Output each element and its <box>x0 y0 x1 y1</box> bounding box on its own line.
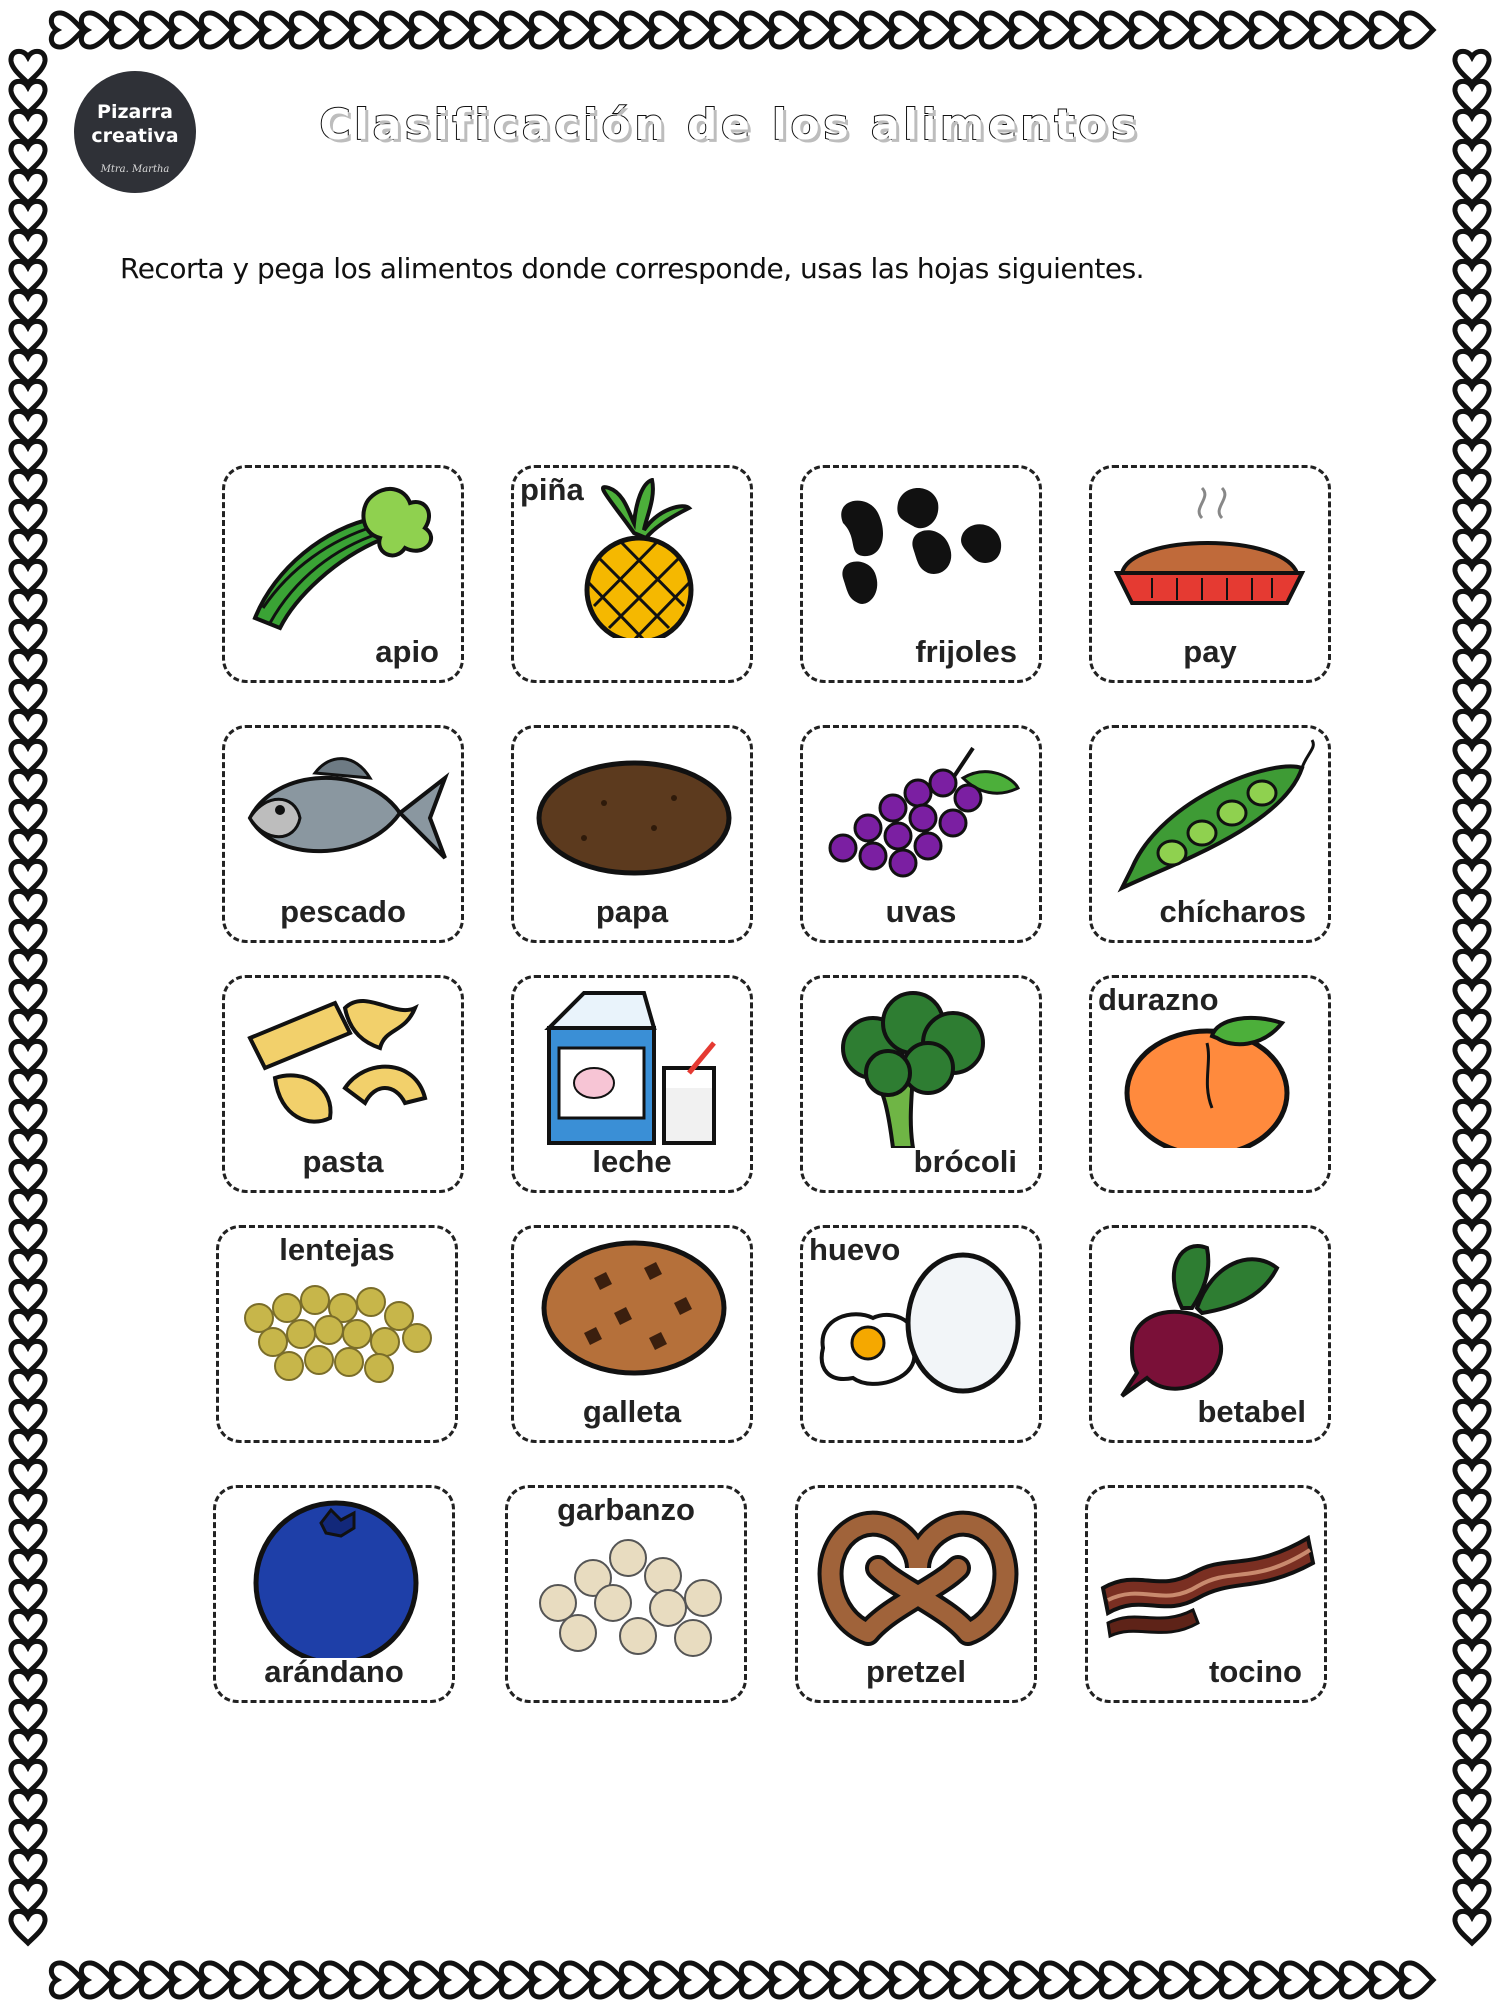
instruction-text: Recorta y pega los alimentos donde corresponde, usas las hojas siguientes. <box>120 252 1145 285</box>
heart-border-icon <box>11 1161 45 1193</box>
heart-border-icon <box>771 1963 803 1997</box>
heart-border-icon <box>1455 231 1489 263</box>
heart-border-icon <box>1401 13 1433 47</box>
heart-border-icon <box>1455 1791 1489 1823</box>
food-label: chícharos <box>1159 894 1306 929</box>
heart-border-icon <box>1455 711 1489 743</box>
heart-border-icon <box>1161 13 1193 47</box>
heart-border-icon <box>711 1963 743 1997</box>
heart-border-icon <box>921 13 953 47</box>
heart-border-icon <box>11 1911 45 1943</box>
heart-border-icon <box>1455 621 1489 653</box>
heart-border-icon <box>11 351 45 383</box>
heart-border-icon <box>11 321 45 353</box>
heart-border-icon <box>1455 411 1489 443</box>
heart-border-icon <box>1455 1191 1489 1223</box>
food-card-brocoli[interactable] <box>800 975 1042 1193</box>
heart-border-icon <box>11 1461 45 1493</box>
heart-border-icon <box>81 13 113 47</box>
heart-border-icon <box>1455 561 1489 593</box>
food-card-frijoles[interactable] <box>800 465 1042 683</box>
peas-icon <box>1102 738 1320 898</box>
heart-border-icon <box>891 13 923 47</box>
pasta-icon <box>235 988 453 1148</box>
pie-icon <box>1102 478 1320 638</box>
heart-border-icon <box>11 1341 45 1373</box>
heart-border-icon <box>1455 1071 1489 1103</box>
pretzel-icon <box>808 1498 1026 1658</box>
heart-border-icon <box>11 51 45 83</box>
heart-border-icon <box>1455 1521 1489 1553</box>
heart-border-icon <box>651 1963 683 1997</box>
heart-border-icon <box>411 13 443 47</box>
heart-border-icon <box>1455 1401 1489 1433</box>
heart-border-icon <box>11 1671 45 1703</box>
heart-border-icon <box>11 171 45 203</box>
food-card-arandano[interactable] <box>213 1485 455 1703</box>
heart-border-icon <box>11 441 45 473</box>
heart-border-icon <box>111 13 143 47</box>
heart-border-icon <box>1011 13 1043 47</box>
food-label: pasta <box>302 1144 384 1179</box>
food-card-chicharos[interactable] <box>1089 725 1331 943</box>
heart-border-icon <box>171 1963 203 1997</box>
heart-border-icon <box>11 291 45 323</box>
heart-border-icon <box>1011 1963 1043 1997</box>
heart-border-icon <box>1455 1671 1489 1703</box>
heart-border-icon <box>51 1963 83 1997</box>
heart-border-icon <box>1455 1581 1489 1613</box>
food-label: lentejas <box>279 1232 395 1267</box>
heart-border-icon <box>1041 13 1073 47</box>
heart-border-icon <box>1455 1341 1489 1373</box>
heart-border-icon <box>1455 891 1489 923</box>
heart-border-icon <box>681 1963 713 1997</box>
heart-border-icon <box>11 891 45 923</box>
food-card-pretzel[interactable] <box>795 1485 1037 1703</box>
heart-border-icon <box>381 1963 413 1997</box>
heart-border-icon <box>951 1963 983 1997</box>
heart-border-icon <box>1311 13 1343 47</box>
heart-border-icon <box>591 1963 623 1997</box>
food-label: papa <box>595 894 669 929</box>
heart-border-icon <box>861 1963 893 1997</box>
heart-border-icon <box>11 411 45 443</box>
heart-border-icon <box>11 381 45 413</box>
heart-border-icon <box>1131 1963 1163 1997</box>
heart-border-icon <box>1455 921 1489 953</box>
food-card-galleta[interactable] <box>511 1225 753 1443</box>
heart-border-icon <box>141 1963 173 1997</box>
food-label: pretzel <box>866 1654 966 1689</box>
heart-border-icon <box>1455 141 1489 173</box>
heart-border-icon <box>1455 1761 1489 1793</box>
cookie-icon <box>524 1238 742 1398</box>
heart-border-icon <box>711 13 743 47</box>
heart-border-icon <box>11 831 45 863</box>
heart-border-icon <box>471 13 503 47</box>
food-label: arándano <box>264 1654 404 1689</box>
heart-border-icon <box>11 531 45 563</box>
food-label: huevo <box>809 1232 901 1267</box>
heart-border-icon <box>1455 1281 1489 1313</box>
food-card-durazno[interactable] <box>1089 975 1331 1193</box>
heart-border-icon <box>831 13 863 47</box>
broccoli-icon <box>813 988 1031 1148</box>
food-card-papa[interactable] <box>511 725 753 943</box>
fish-icon <box>235 738 453 898</box>
heart-border-icon <box>291 13 323 47</box>
heart-border-icon <box>11 471 45 503</box>
heart-border-icon <box>621 13 653 47</box>
heart-border-icon <box>651 13 683 47</box>
heart-border-icon <box>201 1963 233 1997</box>
food-card-pasta[interactable] <box>222 975 464 1193</box>
heart-border-icon <box>1071 13 1103 47</box>
heart-border-icon <box>11 1281 45 1313</box>
heart-border-icon <box>1455 771 1489 803</box>
bacon-icon <box>1098 1498 1316 1658</box>
heart-border-icon <box>1455 321 1489 353</box>
heart-border-icon <box>11 1881 45 1913</box>
heart-border-icon <box>1455 111 1489 143</box>
heart-border-icon <box>591 13 623 47</box>
heart-border-icon <box>1455 1161 1489 1193</box>
heart-border-icon <box>531 1963 563 1997</box>
heart-border-icon <box>1041 1963 1073 1997</box>
heart-border-icon <box>11 1551 45 1583</box>
heart-border-icon <box>1455 591 1489 623</box>
heart-border-icon <box>1455 501 1489 533</box>
heart-border-icon <box>561 1963 593 1997</box>
celery-icon <box>235 478 453 638</box>
heart-border-icon <box>1455 1461 1489 1493</box>
food-label: pay <box>1183 634 1237 669</box>
page-title: Clasificación de los alimentos <box>319 100 1141 149</box>
heart-border-icon <box>11 741 45 773</box>
heart-border-icon <box>831 1963 863 1997</box>
heart-border-icon <box>11 1071 45 1103</box>
heart-border-icon <box>11 1431 45 1463</box>
heart-border-icon <box>11 1101 45 1133</box>
heart-border-icon <box>441 1963 473 1997</box>
heart-border-icon <box>471 1963 503 1997</box>
heart-border-icon <box>561 13 593 47</box>
heart-border-icon <box>1455 171 1489 203</box>
milk-icon <box>524 988 742 1148</box>
heart-border-icon <box>1455 681 1489 713</box>
heart-border-icon <box>11 981 45 1013</box>
heart-border-icon <box>1455 291 1489 323</box>
pizarra-creativa-logo <box>74 71 196 193</box>
heart-border-icon <box>981 13 1013 47</box>
heart-border-icon <box>1221 13 1253 47</box>
food-card-tocino[interactable] <box>1085 1485 1327 1703</box>
heart-border-icon <box>1455 261 1489 293</box>
heart-border-icon <box>231 13 263 47</box>
heart-border-icon <box>1455 981 1489 1013</box>
food-card-huevo[interactable] <box>800 1225 1042 1443</box>
heart-border-icon <box>1341 1963 1373 1997</box>
heart-border-icon <box>891 1963 923 1997</box>
heart-border-icon <box>1455 1011 1489 1043</box>
heart-border-icon <box>531 13 563 47</box>
heart-border-icon <box>11 1791 45 1823</box>
heart-border-icon <box>1455 1551 1489 1583</box>
heart-border-icon <box>1455 1821 1489 1853</box>
food-label: frijoles <box>915 634 1017 669</box>
heart-border-icon <box>1281 13 1313 47</box>
heart-border-icon <box>321 13 353 47</box>
heart-border-icon <box>1281 1963 1313 1997</box>
heart-border-icon <box>1341 13 1373 47</box>
heart-border-icon <box>1131 13 1163 47</box>
heart-border-icon <box>11 951 45 983</box>
heart-border-icon <box>11 921 45 953</box>
heart-border-icon <box>231 1963 263 1997</box>
heart-border-icon <box>11 651 45 683</box>
heart-border-icon <box>981 1963 1013 1997</box>
heart-border-icon <box>1455 1881 1489 1913</box>
heart-border-icon <box>1101 1963 1133 1997</box>
heart-border-icon <box>11 771 45 803</box>
logo-author: Mtra. Martha <box>100 164 170 175</box>
heart-border-icon <box>11 81 45 113</box>
heart-border-icon <box>1251 13 1283 47</box>
heart-border-icon <box>1191 13 1223 47</box>
beans-icon <box>813 478 1031 638</box>
heart-border-icon <box>1455 471 1489 503</box>
beet-icon <box>1102 1238 1320 1398</box>
heart-border-icon <box>1455 1851 1489 1883</box>
heart-border-icon <box>11 1491 45 1523</box>
heart-border-icon <box>1455 1701 1489 1733</box>
food-label: garbanzo <box>557 1492 695 1527</box>
blueberry-icon <box>226 1498 444 1658</box>
heart-border-icon <box>801 1963 833 1997</box>
heart-border-icon <box>11 231 45 263</box>
heart-border-icon <box>501 1963 533 1997</box>
heart-border-icon <box>11 141 45 173</box>
heart-border-icon <box>1071 1963 1103 1997</box>
food-card-uvas[interactable] <box>800 725 1042 943</box>
heart-border-icon <box>1455 1611 1489 1643</box>
heart-border-icon <box>351 1963 383 1997</box>
heart-border-icon <box>861 13 893 47</box>
potato-icon <box>524 738 742 898</box>
food-card-pescado[interactable] <box>222 725 464 943</box>
heart-border-icon <box>1455 1641 1489 1673</box>
heart-border-icon <box>351 13 383 47</box>
heart-border-icon <box>411 1963 443 1997</box>
heart-border-icon <box>11 1371 45 1403</box>
heart-border-icon <box>11 711 45 743</box>
food-label: brócoli <box>913 1144 1017 1179</box>
heart-border-icon <box>11 1191 45 1223</box>
heart-border-icon <box>11 1611 45 1643</box>
heart-border-icon <box>1455 741 1489 773</box>
heart-border-icon <box>441 13 473 47</box>
heart-border-icon <box>11 1701 45 1733</box>
heart-border-icon <box>11 1131 45 1163</box>
heart-border-icon <box>11 1581 45 1613</box>
heart-border-icon <box>1455 1371 1489 1403</box>
heart-border-icon <box>11 1761 45 1793</box>
heart-border-icon <box>51 13 83 47</box>
heart-border-icon <box>1455 1101 1489 1133</box>
heart-border-icon <box>801 13 833 47</box>
heart-border-icon <box>1455 1431 1489 1463</box>
food-card-lentejas[interactable] <box>216 1225 458 1443</box>
food-label: leche <box>592 1144 672 1179</box>
heart-border-icon <box>381 13 413 47</box>
heart-border-icon <box>1455 1491 1489 1523</box>
heart-border-icon <box>291 1963 323 1997</box>
heart-border-icon <box>1455 1251 1489 1283</box>
heart-border-icon <box>11 201 45 233</box>
heart-border-icon <box>1455 441 1489 473</box>
heart-border-icon <box>1455 1731 1489 1763</box>
heart-border-icon <box>111 1963 143 1997</box>
heart-border-icon <box>1161 1963 1193 1997</box>
heart-border-icon <box>321 1963 353 1997</box>
heart-border-icon <box>11 1011 45 1043</box>
food-card-garbanzo[interactable] <box>505 1485 747 1703</box>
food-card-apio[interactable] <box>222 465 464 683</box>
food-label: durazno <box>1098 982 1219 1017</box>
heart-border-icon <box>261 13 293 47</box>
heart-border-icon <box>11 561 45 593</box>
heart-border-icon <box>1455 801 1489 833</box>
heart-border-icon <box>1455 831 1489 863</box>
heart-border-icon <box>261 1963 293 1997</box>
heart-border-icon <box>1455 861 1489 893</box>
heart-border-icon <box>1455 1131 1489 1163</box>
heart-border-icon <box>951 13 983 47</box>
food-label: piña <box>520 472 584 507</box>
heart-border-icon <box>11 1521 45 1553</box>
heart-border-icon <box>11 1821 45 1853</box>
food-card-pay[interactable] <box>1089 465 1331 683</box>
heart-border-icon <box>11 1221 45 1253</box>
heart-border-icon <box>1455 351 1489 383</box>
heart-border-icon <box>11 861 45 893</box>
food-label: pescado <box>280 894 406 929</box>
logo-line2: creativa <box>91 125 179 147</box>
heart-border-icon <box>11 1311 45 1343</box>
heart-border-icon <box>1455 201 1489 233</box>
heart-border-icon <box>1401 1963 1433 1997</box>
heart-border-icon <box>1455 1041 1489 1073</box>
heart-border-icon <box>1455 651 1489 683</box>
heart-border-icon <box>1455 381 1489 413</box>
heart-border-icon <box>11 501 45 533</box>
heart-border-icon <box>81 1963 113 1997</box>
heart-border-icon <box>1455 951 1489 983</box>
heart-border-icon <box>1371 13 1403 47</box>
heart-border-icon <box>921 1963 953 1997</box>
food-label: uvas <box>885 894 957 929</box>
heart-border-icon <box>1455 81 1489 113</box>
heart-border-icon <box>11 681 45 713</box>
heart-border-icon <box>201 13 233 47</box>
heart-border-icon <box>11 1641 45 1673</box>
heart-border-icon <box>681 13 713 47</box>
heart-border-icon <box>1311 1963 1343 1997</box>
grapes-icon <box>813 738 1031 898</box>
food-label: betabel <box>1197 1394 1306 1429</box>
heart-border-icon <box>11 1731 45 1763</box>
heart-border-icon <box>741 1963 773 1997</box>
heart-border-icon <box>1455 1911 1489 1943</box>
food-card-pina[interactable] <box>511 465 753 683</box>
food-card-leche[interactable] <box>511 975 753 1193</box>
food-label: apio <box>375 634 439 669</box>
heart-border-icon <box>1191 1963 1223 1997</box>
food-label: galleta <box>582 1394 682 1429</box>
heart-border-icon <box>171 13 203 47</box>
heart-border-icon <box>11 1251 45 1283</box>
heart-border-icon <box>1455 1311 1489 1343</box>
heart-border-icon <box>11 1041 45 1073</box>
heart-border-icon <box>11 621 45 653</box>
heart-border-icon <box>1455 1221 1489 1253</box>
logo-line1: Pizarra <box>97 101 173 123</box>
heart-border-icon <box>1251 1963 1283 1997</box>
heart-border-icon <box>1455 531 1489 563</box>
food-label: tocino <box>1209 1654 1302 1689</box>
heart-border-icon <box>1221 1963 1253 1997</box>
heart-border-icon <box>11 1401 45 1433</box>
heart-border-icon <box>1455 51 1489 83</box>
heart-border-icon <box>11 591 45 623</box>
heart-border-icon <box>621 1963 653 1997</box>
heart-border-icon <box>1371 1963 1403 1997</box>
heart-border-icon <box>11 111 45 143</box>
food-card-betabel[interactable] <box>1089 1225 1331 1443</box>
heart-border-icon <box>141 13 173 47</box>
heart-border-icon <box>11 801 45 833</box>
heart-border-icon <box>1101 13 1133 47</box>
heart-border-icon <box>501 13 533 47</box>
heart-border-icon <box>11 261 45 293</box>
heart-border-icon <box>741 13 773 47</box>
heart-border-icon <box>771 13 803 47</box>
heart-border-icon <box>11 1851 45 1883</box>
